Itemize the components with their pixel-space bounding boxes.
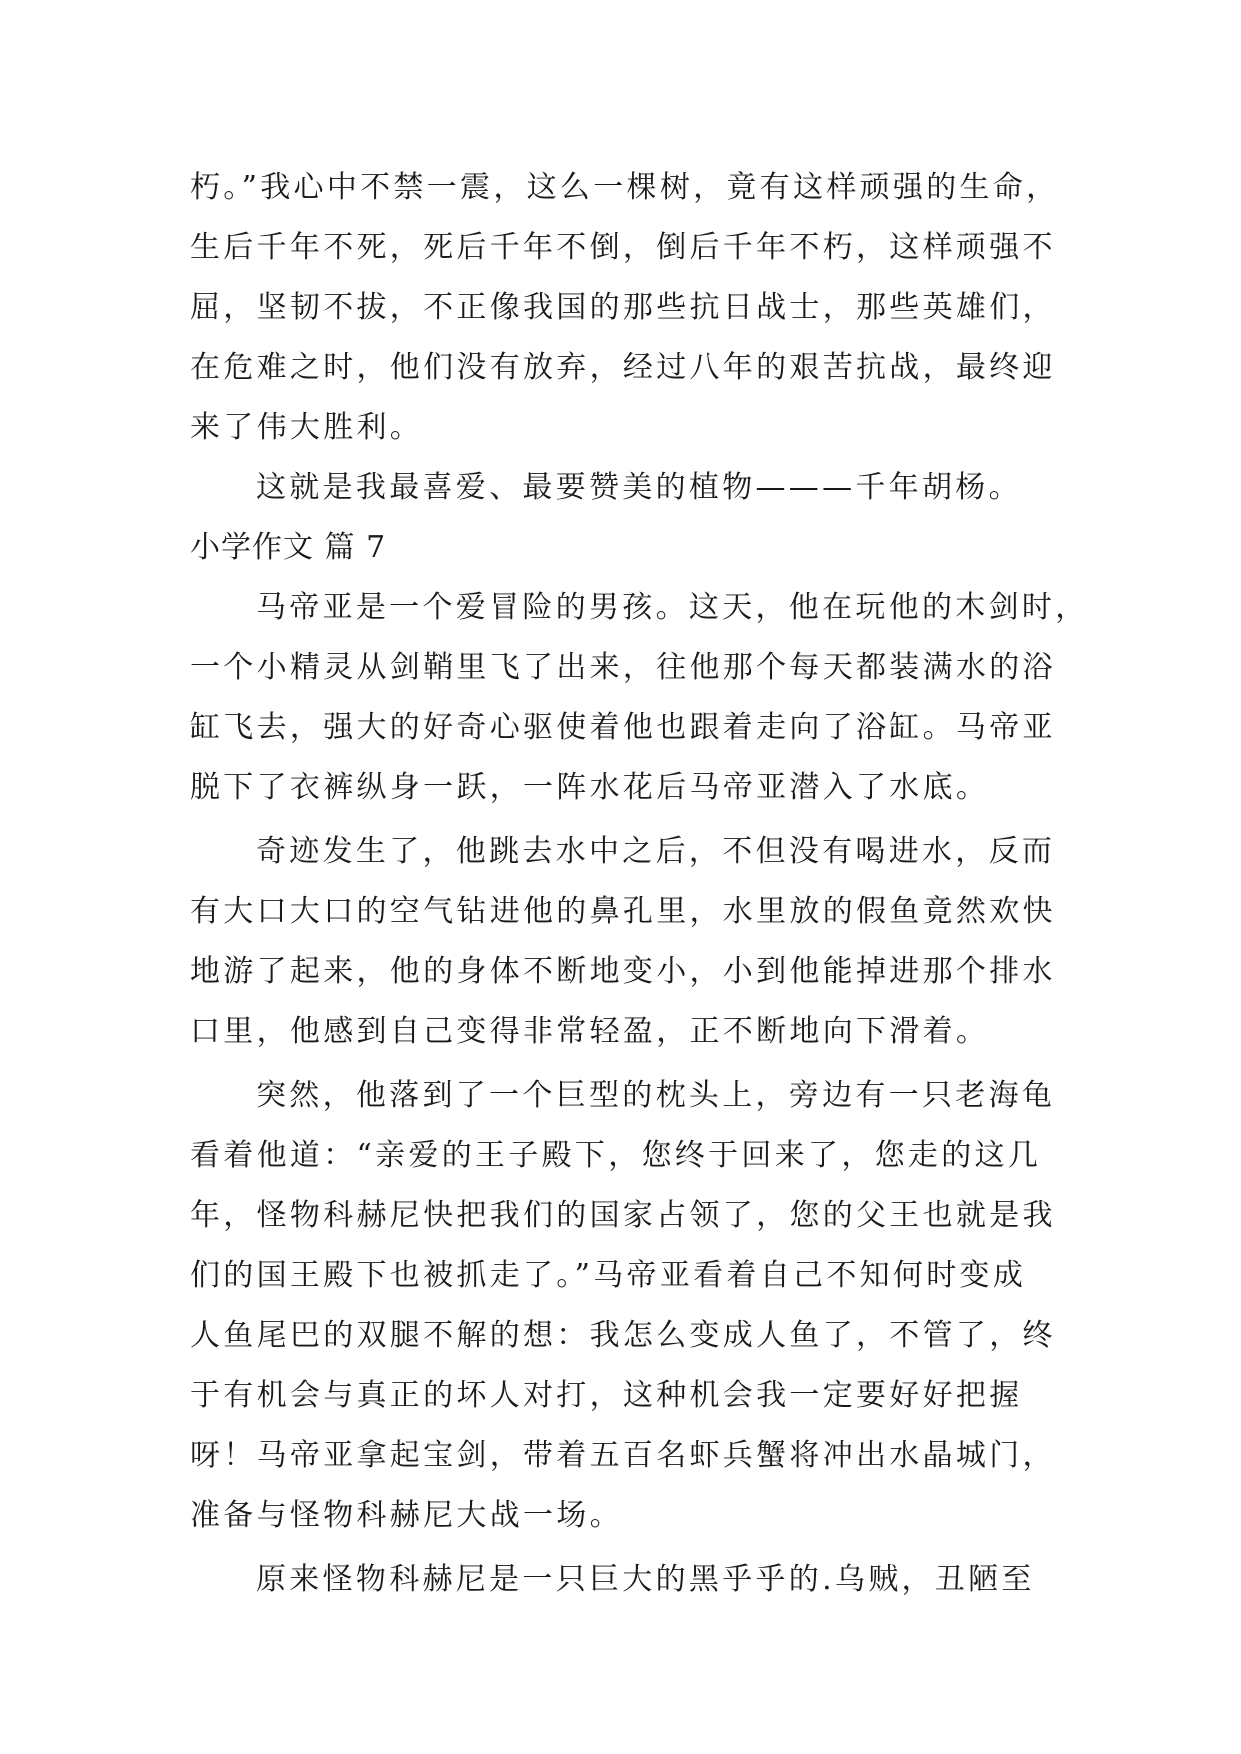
text-line: 脱下了衣裤纵身一跃，一阵水花后马帝亚潜入了水底。 [190,770,990,805]
paragraph-line: 马帝亚是一个爱冒险的男孩。这天，他在玩他的木剑时， [256,590,1089,625]
text-line: 缸飞去，强大的好奇心驱使着他也跟着走向了浴缸。马帝亚 [190,710,1056,745]
section-heading: 小学作文 篇 7 [190,530,387,565]
text-line: 口里，他感到自己变得非常轻盈，正不断地向下滑着。 [190,1014,990,1049]
text-line: 呀！马帝亚拿起宝剑，带着五百名虾兵蟹将冲出水晶城门， [190,1438,1056,1473]
text-line: 于有机会与真正的坏人对打，这种机会我一定要好好把握 [190,1378,1023,1413]
paragraph-line: 突然，他落到了一个巨型的枕头上，旁边有一只老海龟 [256,1078,1056,1113]
text-line: 看着他道：“亲爱的王子殿下，您终于回来了，您走的这几 [190,1138,1042,1173]
document-body [190,158,1089,1610]
text-line: 准备与怪物科赫尼大战一场。 [190,1498,623,1533]
text-line: 地游了起来，他的身体不断地变小，小到他能掉进那个排水 [190,954,1056,989]
text-line: 们的国王殿下也被抓走了。”马帝亚看着自己不知何时变成 [190,1258,1027,1293]
text-line: 有大口大口的空气钻进他的鼻孔里，水里放的假鱼竟然欢快 [190,894,1056,929]
text-line: 生后千年不死，死后千年不倒，倒后千年不朽，这样顽强不 [190,230,1056,265]
paragraph-line: 这就是我最喜爱、最要赞美的植物———千年胡杨。 [256,470,1022,505]
text-line: 屈，坚韧不拔，不正像我国的那些抗日战士，那些英雄们， [190,290,1056,325]
text-line: 年，怪物科赫尼快把我们的国家占领了，您的父王也就是我 [190,1198,1056,1233]
text-line: 来了伟大胜利。 [190,410,424,445]
text-line: 朽。”我心中不禁一震，这么一棵树，竟有这样顽强的生命， [190,170,1060,205]
paragraph-line: 原来怪物科赫尼是一只巨大的黑乎乎的.乌贼，丑陋至 [256,1562,1035,1597]
text-line: 在危难之时，他们没有放弃，经过八年的艰苦抗战，最终迎 [190,350,1056,385]
paragraph-line: 奇迹发生了，他跳去水中之后，不但没有喝进水，反而 [256,834,1056,869]
text-line: 人鱼尾巴的双腿不解的想：我怎么变成人鱼了，不管了，终 [190,1318,1056,1353]
text-line: 一个小精灵从剑鞘里飞了出来，往他那个每天都装满水的浴 [190,650,1056,685]
